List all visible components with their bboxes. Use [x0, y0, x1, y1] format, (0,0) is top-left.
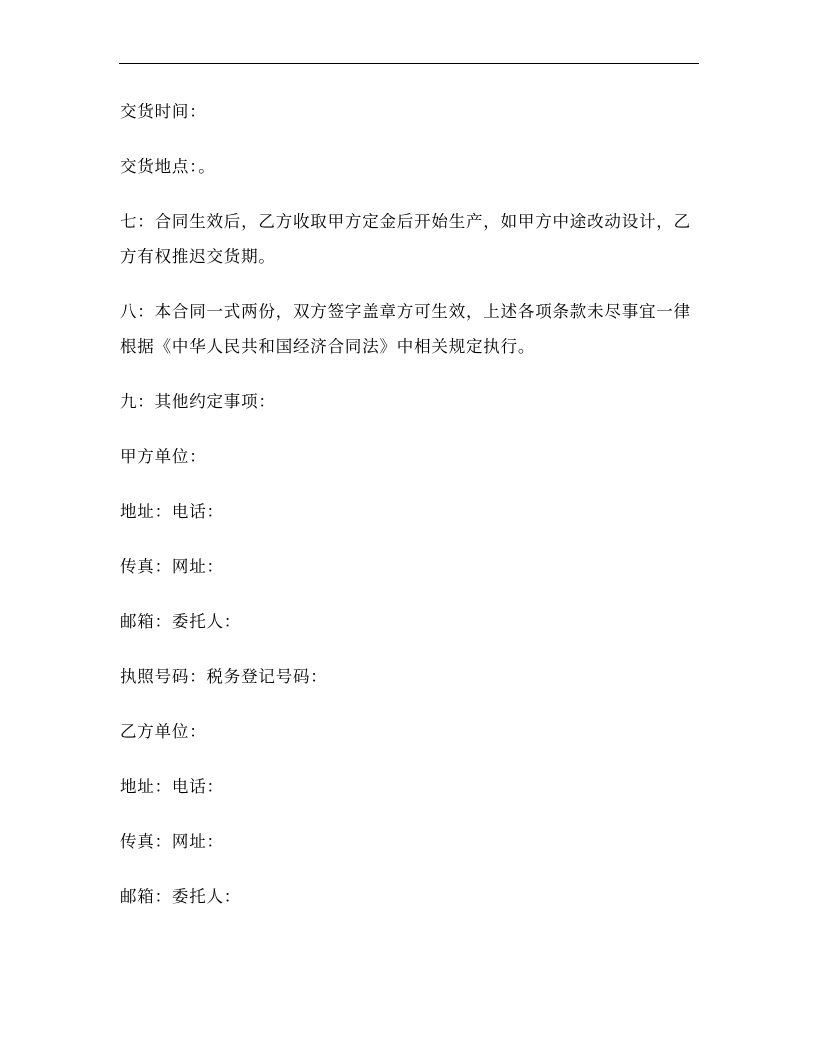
- party-b-address-phone: 地址：电话：: [120, 777, 224, 796]
- party-a-license-tax: 执照号码：税务登记号码：: [120, 667, 328, 686]
- party-a-unit: 甲方单位：: [120, 447, 207, 466]
- paragraph-delivery-time: 交货时间：: [120, 102, 207, 121]
- party-a-address-phone: 地址：电话：: [120, 502, 224, 521]
- party-b-fax-website: 传真：网址：: [120, 832, 224, 851]
- header-divider: [119, 63, 699, 64]
- paragraph-clause-7: 七：合同生效后，乙方收取甲方定金后开始生产，如甲方中途改动设计，乙方有权推迟交货期。: [120, 212, 691, 266]
- paragraph-clause-8: 八：本合同一式两份，双方签字盖章方可生效，上述各项条款未尽事宜一律根据《中华人民共和国经济合同法》中相关规定执行。: [120, 302, 691, 356]
- party-a-email-agent: 邮箱：委托人：: [120, 612, 242, 631]
- party-b-unit: 乙方单位：: [120, 722, 207, 741]
- party-a-fax-website: 传真：网址：: [120, 557, 224, 576]
- paragraph-clause-9: 九：其他约定事项：: [120, 392, 276, 411]
- party-b-email-agent: 邮箱：委托人：: [120, 887, 242, 906]
- paragraph-delivery-place: 交货地点：。: [120, 157, 216, 176]
- document-body: [120, 94, 695, 914]
